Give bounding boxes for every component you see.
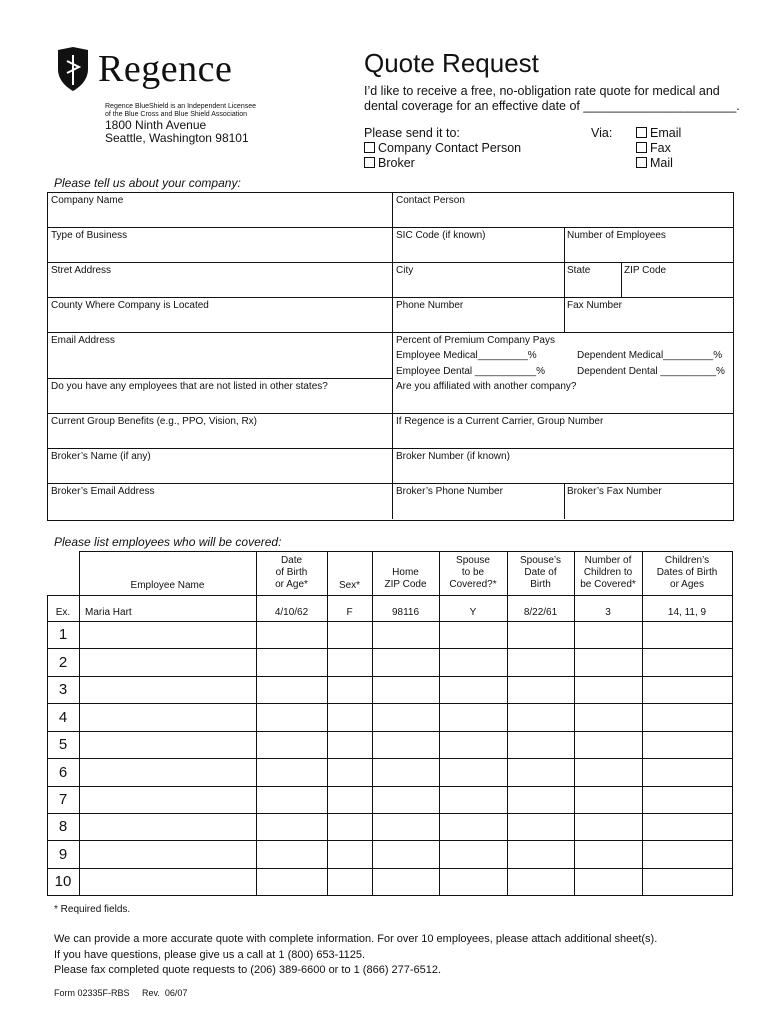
broker-email-field[interactable]: Broker’s Email Address [51,486,155,497]
example-children-dob: 14, 11, 9 [667,607,707,618]
sic-code-field[interactable]: SIC Code (if known) [396,230,486,241]
example-label: Ex. [55,607,71,618]
example-dob: 4/10/62 [274,607,309,618]
checkbox-icon[interactable] [636,157,647,168]
email-field[interactable]: Email Address [51,335,115,346]
footer-line-3: Please fax completed quote requests to (206) 389-6600 or to 1 (866) 277-6512. [54,964,442,976]
checkbox-icon[interactable] [364,157,375,168]
col-header-sex: Sex* [338,580,361,591]
page-title: Quote Request [364,48,539,78]
dependent-medical-field[interactable]: Dependent Medical_________% [577,350,723,361]
send-label: Please send it to: [364,126,460,140]
employees-table [47,551,733,896]
address-line-2: Seattle, Washington 98101 [105,131,249,145]
example-num-children: 3 [605,607,611,618]
logo-tagline-2: of the Blue Cross and Blue Shield Association [105,111,248,118]
phone-field[interactable]: Phone Number [396,300,464,311]
row-number: 4 [58,709,68,726]
col-header-num-children: Number of Children to be Covered* [580,555,636,590]
col-header-spouse-dob: Spouse’s Date of Birth [520,555,561,590]
group-benefits-field[interactable]: Current Group Benefits (e.g., PPO, Vision, Rx) [51,416,258,427]
state-field[interactable]: State [567,265,591,276]
via-option-email[interactable]: Email [636,125,681,141]
form-id: Form 02335F-RBS Rev. 06/07 [54,988,188,998]
row-number: 9 [58,846,68,863]
broker-fax-field[interactable]: Broker’s Fax Number [567,486,662,497]
address-line-1: 1800 Ninth Avenue [105,118,207,132]
employee-dental-field[interactable]: Employee Dental ___________% [396,366,545,377]
example-spouse-dob: 8/22/61 [523,607,558,618]
required-note: * Required fields. [54,904,131,915]
row-number: 5 [58,736,68,753]
company-name-field[interactable]: Company Name [51,195,124,206]
employee-medical-field[interactable]: Employee Medical_________% [396,350,537,361]
example-spouse: Y [469,607,477,618]
fax-field[interactable]: Fax Number [567,300,623,311]
zip-code-field[interactable]: ZIP Code [624,265,667,276]
checkbox-icon[interactable] [636,142,647,153]
dependent-dental-field[interactable]: Dependent Dental __________% [577,366,725,377]
shield-icon [56,47,90,91]
row-number: 2 [58,654,68,671]
county-field[interactable]: County Where Company is Located [51,300,209,311]
num-employees-field[interactable]: Number of Employees [567,230,666,241]
group-number-field[interactable]: If Regence is a Current Carrier, Group Number [396,416,604,427]
row-number: 3 [58,681,68,698]
row-number: 1 [58,626,68,643]
col-header-spouse: Spouse to be Covered?* [449,555,497,590]
logo-wordmark: Regence [98,48,233,90]
premium-label: Percent of Premium Company Pays [396,335,555,346]
checkbox-icon[interactable] [636,127,647,138]
example-zip: 98116 [391,607,420,618]
via-label: Via: [591,126,613,140]
via-option-mail[interactable]: Mail [636,155,673,171]
col-header-zip: Home ZIP Code [384,567,427,590]
affiliated-field[interactable]: Are you affiliated with another company? [396,381,577,392]
col-header-employee-name: Employee Name [130,580,205,591]
street-address-field[interactable]: Stret Address [51,265,112,276]
row-number: 8 [58,818,68,835]
logo [56,47,256,107]
intro-line-1: I’d like to receive a free, no-obligation rate quote for medical and [364,84,720,98]
example-name: Maria Hart [85,607,132,618]
type-business-field[interactable]: Type of Business [51,230,128,241]
broker-phone-field[interactable]: Broker’s Phone Number [396,486,503,497]
example-sex: F [346,607,353,618]
col-header-dob: Date of Birth or Age* [275,555,308,590]
via-option-fax[interactable]: Fax [636,140,671,156]
row-number: 6 [58,764,68,781]
col-header-children-dob: Children’s Dates of Birth or Ages [656,555,718,590]
employees-section-heading: Please list employees who will be covered: [54,535,282,549]
footer-line-1: We can provide a more accurate quote with complete information. For over 10 employees, please attach additional sheet(s). [54,933,658,945]
checkbox-icon[interactable] [364,142,375,153]
row-number: 7 [58,791,68,808]
intro-line-2: dental coverage for an effective date of ______________________. [364,99,740,113]
company-section-heading: Please tell us about your company: [54,176,241,190]
send-option-contact[interactable]: Company Contact Person [364,140,521,156]
logo-tagline-1: Regence BlueShield is an Independent Licensee [105,103,257,110]
footer-line-2: If you have questions, please give us a call at 1 (800) 653-1125. [54,949,366,961]
contact-person-field[interactable]: Contact Person [396,195,465,206]
send-option-broker[interactable]: Broker [364,155,415,171]
other-states-field[interactable]: Do you have any employees that are not listed in other states? [51,381,328,392]
broker-number-field[interactable]: Broker Number (if known) [396,451,510,462]
row-number: 10 [54,873,72,890]
broker-name-field[interactable]: Broker’s Name (if any) [51,451,151,462]
city-field[interactable]: City [396,265,414,276]
